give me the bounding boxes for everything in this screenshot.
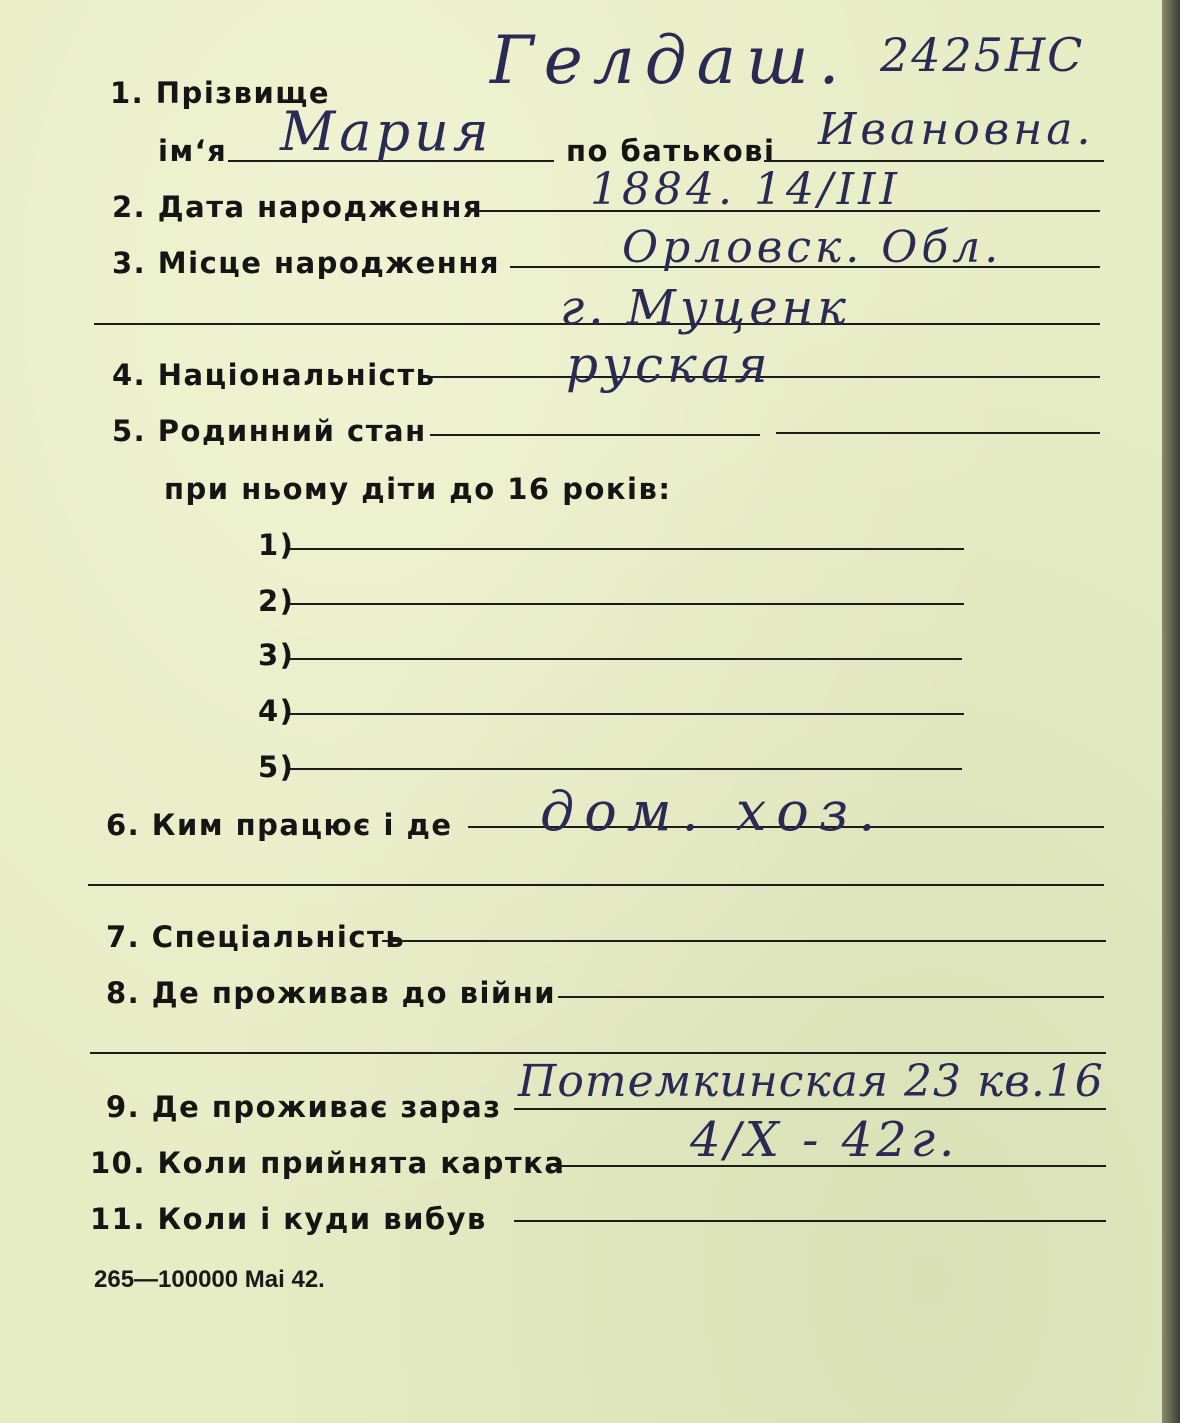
field-birth-place-label: 3. Місце народження [112,246,500,280]
handwritten-birth-date: 1884. 14/III [590,164,901,215]
child-3-label: 3) [258,638,295,672]
child-4-line [290,713,964,715]
patronymic-line [764,160,1104,162]
child-1-line [290,548,964,550]
handwritten-nationality: руская [566,336,772,394]
handwritten-card-accepted: 4/Х - 42г. [690,1112,959,1168]
prewar-residence-line-2 [90,1052,1106,1054]
handwritten-birth-place-2: г. Муценк [560,280,850,336]
child-2-label: 2) [258,584,295,618]
family-status-line-a [430,434,760,436]
handwritten-surname: Гелдаш. [490,22,850,99]
field-prewar-residence-label: 8. Де проживав до війни [106,976,557,1010]
prewar-residence-line [558,996,1104,998]
handwritten-work: дом. хоз. [540,780,886,843]
field-patronymic-label: по батькові [566,134,776,168]
field-current-residence-label: 9. Де проживає зараз [106,1090,502,1124]
child-4-label: 4) [258,694,295,728]
child-5-line [290,768,962,770]
field-surname-label: 1. Прізвище [110,76,331,110]
child-2-line [290,603,964,605]
child-5-label: 5) [258,750,295,784]
field-card-accepted-label: 10. Коли прийнята картка [90,1146,566,1180]
departure-line [514,1220,1106,1222]
field-family-status-label: 5. Родинний стан [112,414,427,448]
handwritten-birth-place-1: Орловск. Обл. [622,222,1003,273]
handwritten-card-number: 2425НС [880,28,1085,82]
family-status-line-b [776,432,1100,434]
handwritten-first-name: Мария [280,100,493,163]
field-nationality-label: 4. Національність [112,358,436,392]
field-first-name-label: ім‘я [158,134,228,168]
field-work-label: 6. Ким працює і де [106,808,453,842]
handwritten-patronymic: Ивановна. [818,104,1095,155]
current-residence-line [514,1108,1106,1110]
field-birth-date-label: 2. Дата народження [112,190,484,224]
field-children-label: при ньому діти до 16 років: [164,472,672,506]
work-line-2 [88,884,1104,886]
child-3-line [290,658,962,660]
handwritten-current-address: Потемкинская 23 кв.16 [518,1056,1104,1107]
field-departure-label: 11. Коли і куди вибув [90,1202,487,1236]
print-code: 265—100000 Mai 42. [94,1266,325,1293]
specialty-line [382,940,1106,942]
field-specialty-label: 7. Спеціальність [106,920,406,954]
scan-edge [1162,0,1180,1423]
child-1-label: 1) [258,528,295,562]
